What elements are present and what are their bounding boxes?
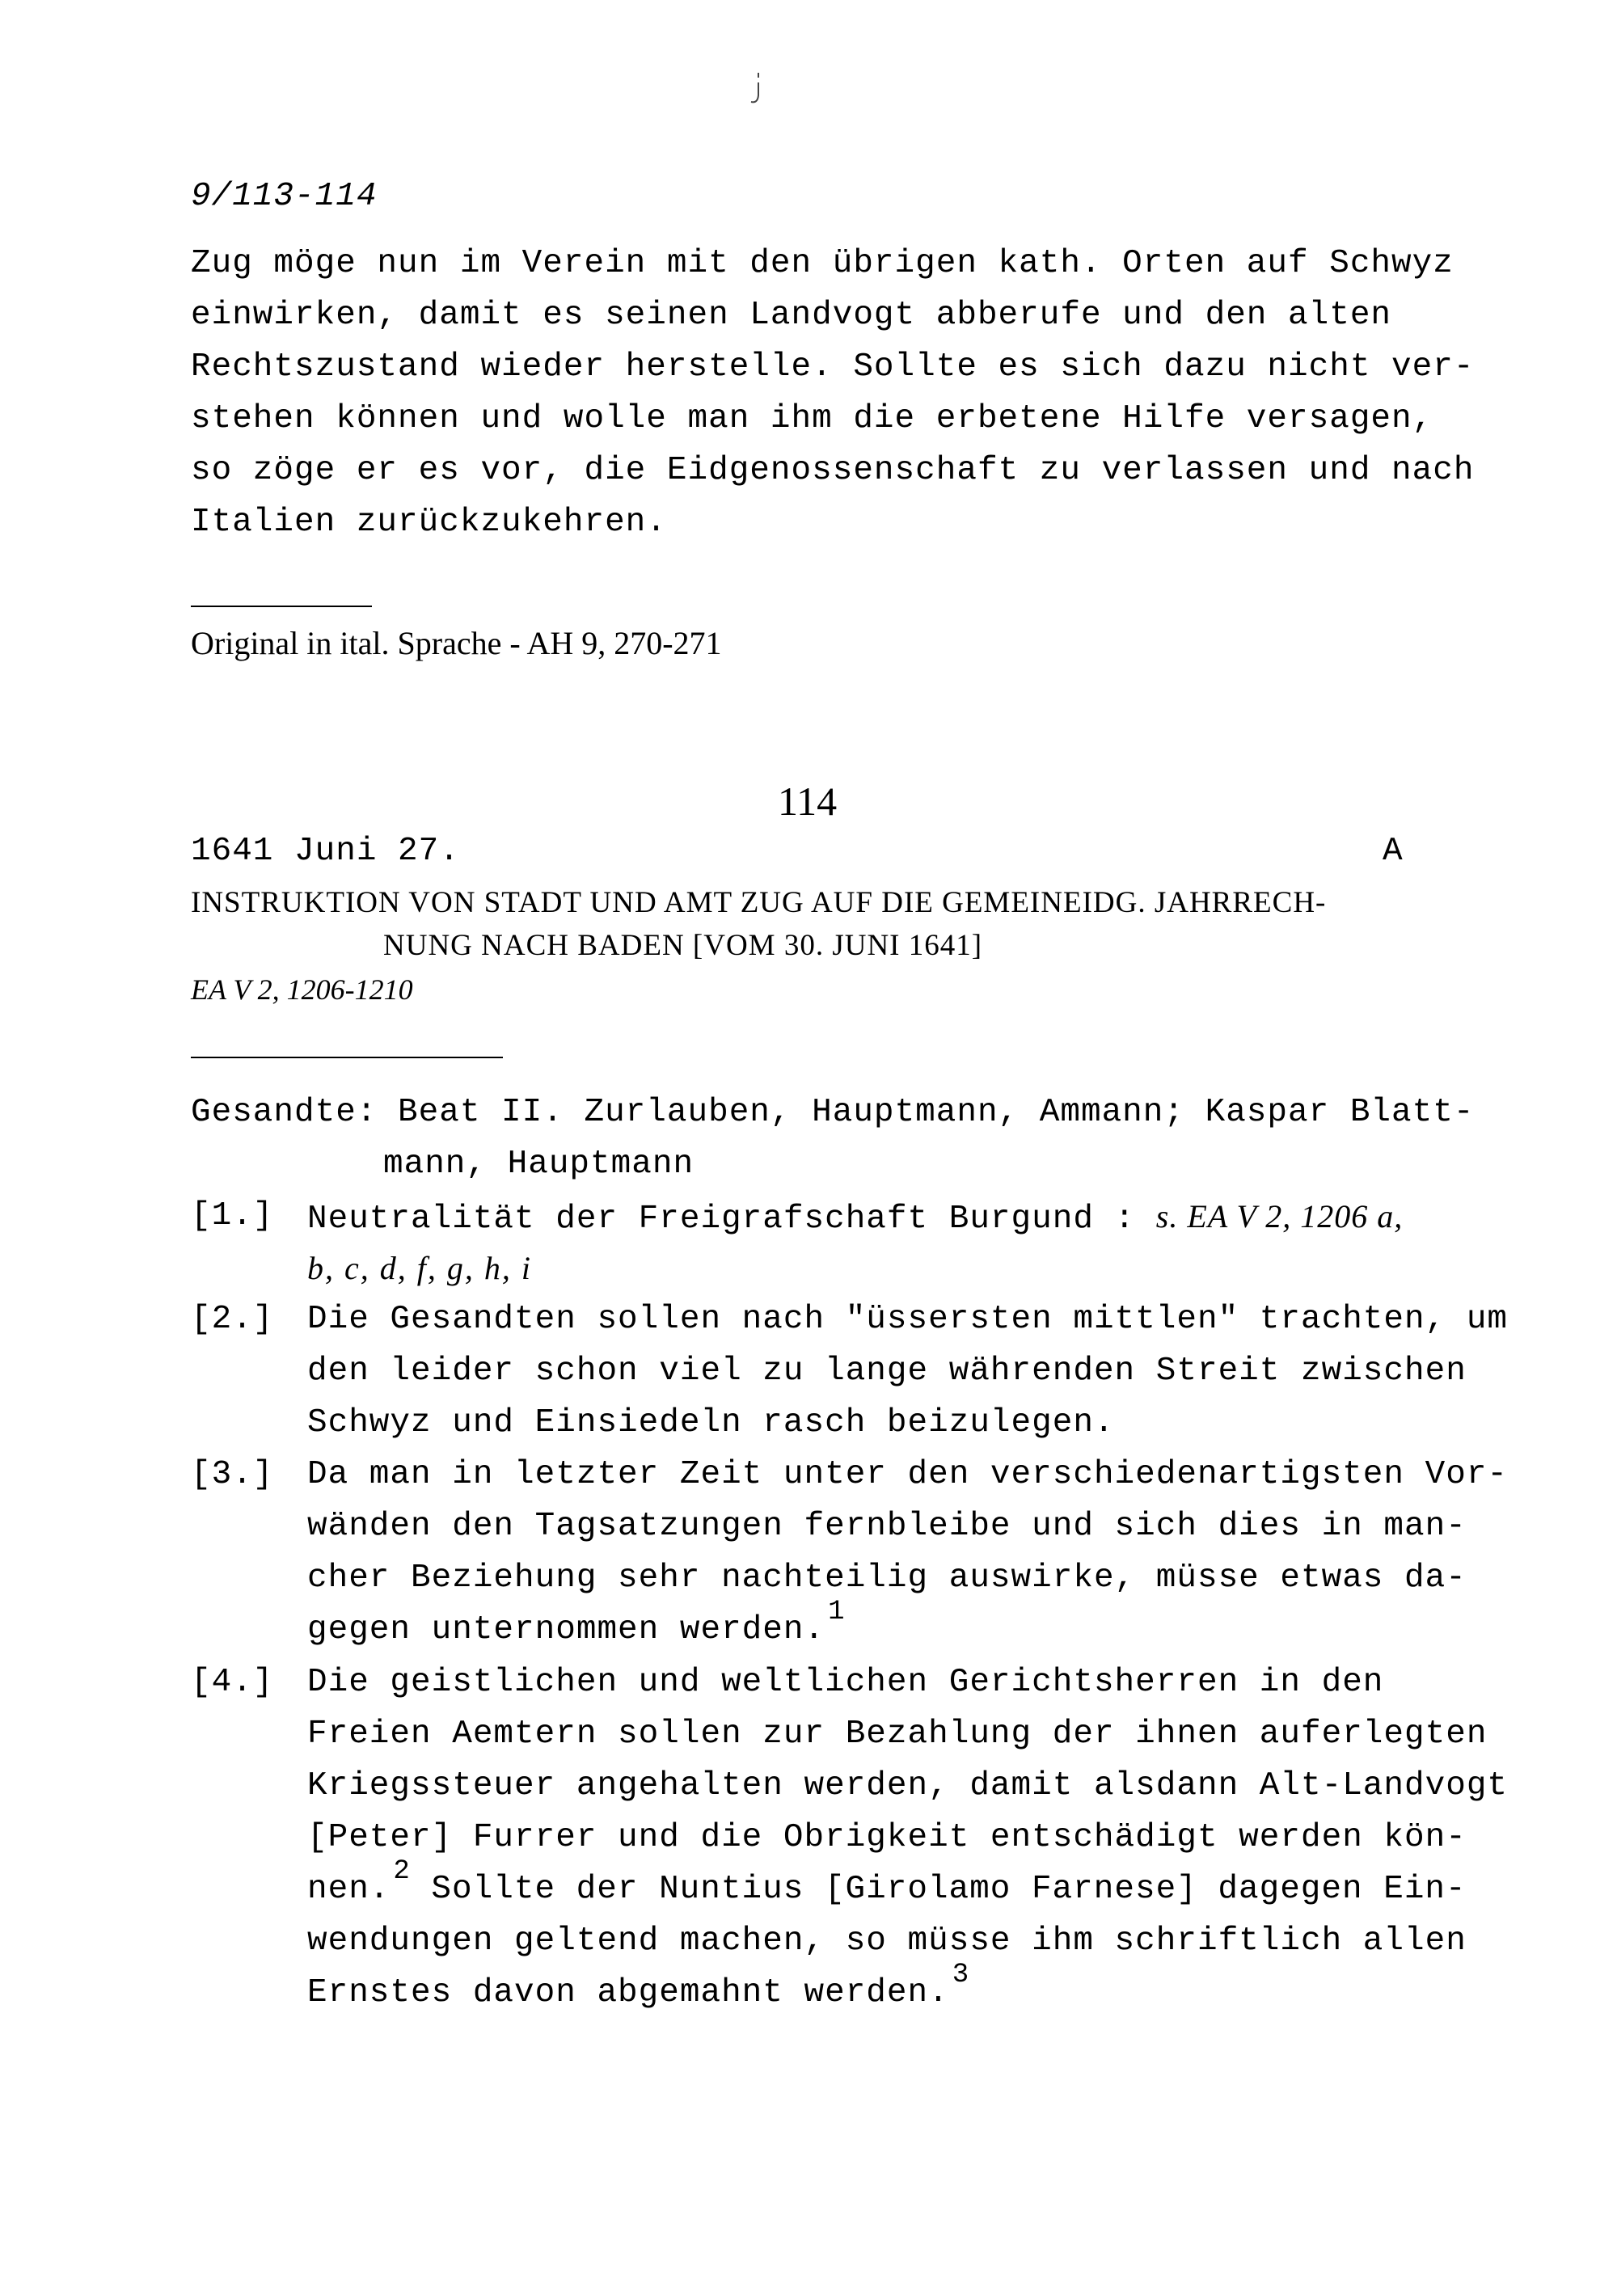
item-number: [4.] — [191, 1664, 274, 1701]
envoys-line-1: Gesandte: Beat II. Zurlauben, Hauptmann, Ammann; Kaspar Blatt- — [191, 1094, 1475, 1131]
document-title-line-2: NUNG NACH BADEN [VOM 30. JUNI 1641] — [383, 929, 983, 962]
item-3-line-3: cher Beziehung sehr nachteilig auswirke, müsse etwas da- — [307, 1560, 1467, 1597]
continuation-line-5: so zöge er es vor, die Eidgenossenschaft zu verlassen und nach — [191, 452, 1475, 489]
continuation-line-1: Zug möge nun im Verein mit den übrigen kath. Orten auf Schwyz — [191, 245, 1454, 282]
item-2-line-3: Schwyz und Einsiedeln rasch beizulegen. — [307, 1404, 1115, 1441]
item-3-line-4 — [307, 1597, 846, 1648]
footnote-marker: 3 — [952, 1960, 970, 1990]
item-4-line-5 — [307, 1856, 1467, 1908]
item-4-line-6: wendungen geltend machen, so müsse ihm schriftlich allen — [307, 1922, 1467, 1960]
item-1-line-1 — [307, 1197, 1403, 1238]
item-4-text-a: nen. — [307, 1871, 391, 1908]
item-1-reference: s. EA V 2, 1206 a, — [1155, 1198, 1404, 1235]
document-title-line-1: INSTRUKTION VON STADT UND AMT ZUG AUF DIE GEMEINEIDG. JAHRRECH- — [191, 886, 1327, 919]
item-2-line-1: Die Gesandten sollen nach "üssersten mittlen" trachten, um — [307, 1301, 1509, 1338]
scan-mark — [744, 71, 768, 110]
item-4-line-3: Kriegssteuer angehalten werden, damit alsdann Alt-Landvogt — [307, 1767, 1509, 1804]
document-marker: A — [1383, 833, 1404, 870]
envoys-line-2: mann, Hauptmann — [383, 1146, 695, 1183]
source-note: Original in ital. Sprache - AH 9, 270-271 — [191, 625, 722, 661]
item-number: [3.] — [191, 1456, 274, 1493]
item-4-line-2: Freien Aemtern sollen zur Bezahlung der ihnen auferlegten — [307, 1716, 1488, 1753]
footnote-marker: 2 — [393, 1856, 411, 1887]
item-3-text: gegen unternommen werden. — [307, 1611, 825, 1648]
continuation-line-3: Rechtszustand wieder herstelle. Sollte es sich dazu nicht ver- — [191, 348, 1475, 386]
item-4-line-7 — [307, 1960, 970, 2011]
footnote-rule — [191, 606, 372, 607]
footnote-marker: 1 — [828, 1597, 846, 1627]
item-4-text-b: Sollte der Nuntius [Girolamo Farnese] dagegen Ein- — [410, 1871, 1467, 1908]
item-3-line-2: wänden den Tagsatzungen fernbleibe und sich dies in man- — [307, 1508, 1467, 1545]
item-2-line-2: den leider schon viel zu lange währenden Streit zwischen — [307, 1353, 1467, 1390]
continuation-line-4: stehen können und wolle man ihm die erbetene Hilfe versagen, — [191, 400, 1433, 437]
item-3-line-1: Da man in letzter Zeit unter den verschiedenartigsten Vor- — [307, 1456, 1509, 1493]
item-4-text-c: Ernstes davon abgemahnt werden. — [307, 1974, 949, 2011]
section-rule — [191, 1057, 503, 1058]
document-date: 1641 Juni 27. — [191, 833, 460, 870]
item-1-line-2: b, c, d, f, g, h, i — [307, 1250, 532, 1286]
document-number: 114 — [778, 779, 838, 824]
item-number: [2.] — [191, 1301, 274, 1338]
item-number: [1.] — [191, 1197, 274, 1235]
document-reference: EA V 2, 1206-1210 — [191, 973, 413, 1006]
page-reference: 9/113-114 — [191, 178, 378, 215]
continuation-line-6: Italien zurückzukehren. — [191, 504, 667, 541]
item-4-line-4: [Peter] Furrer und die Obrigkeit entschädigt werden kön- — [307, 1819, 1467, 1856]
item-1-text: Neutralität der Freigrafschaft Burgund : — [307, 1201, 1156, 1238]
continuation-line-2: einwirken, damit es seinen Landvogt abberufe und den alten — [191, 297, 1392, 334]
item-4-line-1: Die geistlichen und weltlichen Gerichtsherren in den — [307, 1664, 1384, 1701]
